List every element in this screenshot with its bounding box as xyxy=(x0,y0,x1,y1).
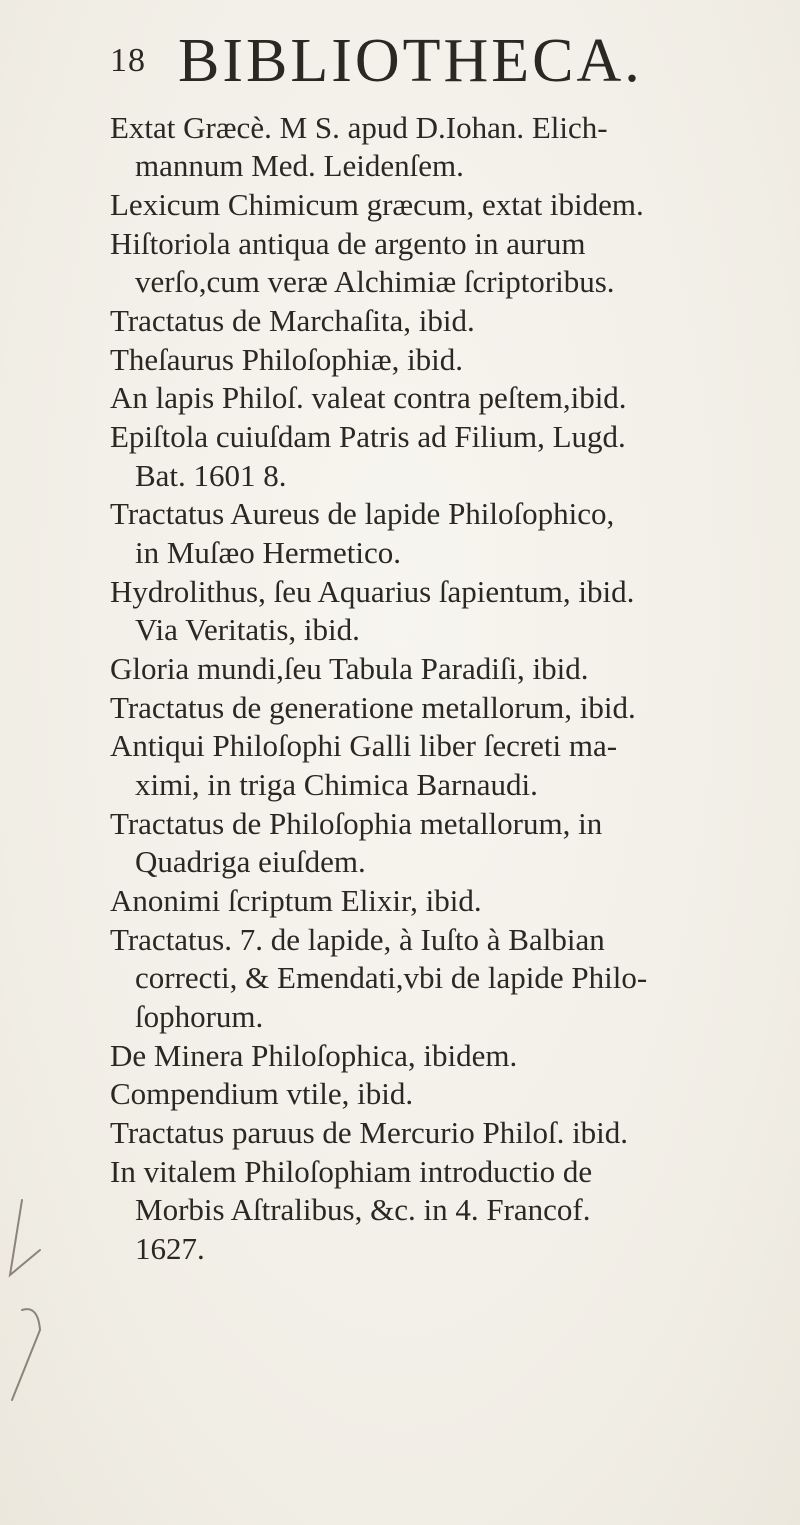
entry-line: mannum Med. Leidenſem. xyxy=(135,148,464,183)
entry-line: Lexicum Chimicum græcum, extat ibidem. xyxy=(110,187,644,222)
entry-line: Tractatus de Marchaſita, ibid. xyxy=(110,303,475,338)
running-title: BIBLIOTHECA. xyxy=(178,27,643,95)
entry-line: De Minera Philoſophica, ibidem. xyxy=(110,1038,518,1073)
entry-line: Gloria mundi,ſeu Tabula Paradiſi, ibid. xyxy=(110,651,589,686)
entry-line: Tractatus Aureus de lapide Philoſophico, xyxy=(110,496,615,531)
entry-line: ſophorum. xyxy=(135,999,264,1034)
entry-line: 1627. xyxy=(135,1231,205,1266)
page-header xyxy=(110,27,710,95)
entry-line: verſo,cum veræ Alchimiæ ſcriptoribus. xyxy=(135,264,615,299)
entry-line: Tractatus. 7. de lapide, à Iuſto à Balbian xyxy=(110,922,605,957)
entry-line: Morbis Aſtralibus, &c. in 4. Francof. xyxy=(135,1192,591,1227)
entry-line: Tractatus de Philoſophia metallorum, in xyxy=(110,806,603,841)
entry-line: Hydrolithus, ſeu Aquarius ſapientum, ibid. xyxy=(110,574,635,609)
entry-line: Via Veritatis, ibid. xyxy=(135,612,360,647)
entry-line: Antiqui Philoſophi Galli liber ſecreti ma- xyxy=(110,728,618,763)
entry-line: Bat. 1601 8. xyxy=(135,458,287,493)
entry-line: Epiſtola cuiuſdam Patris ad Filium, Lugd. xyxy=(110,419,626,454)
entry-line: Quadriga eiuſdem. xyxy=(135,844,366,879)
entry-line: Anonimi ſcriptum Elixir, ibid. xyxy=(110,883,482,918)
entry-line: Theſaurus Philoſophiæ, ibid. xyxy=(110,342,464,377)
entry-line: In vitalem Philoſophiam introductio de xyxy=(110,1154,593,1189)
entry-line: Hiſtoriola antiqua de argento in aurum xyxy=(110,226,586,261)
entry-line: Compendium vtile, ibid. xyxy=(110,1076,414,1111)
entry-line: Tractatus paruus de Mercurio Philoſ. ibid. xyxy=(110,1115,629,1150)
entry-line: Extat Græcè. M S. apud D.Iohan. Elich- xyxy=(110,110,608,145)
entry-line: in Muſæo Hermetico. xyxy=(135,535,402,570)
page-number: 18 xyxy=(110,42,146,79)
entry-line: correcti, & Emendati,vbi de lapide Philo- xyxy=(135,960,648,995)
entry-line: ximi, in triga Chimica Barnaudi. xyxy=(135,767,538,802)
entry-line: An lapis Philoſ. valeat contra peſtem,ibid. xyxy=(110,380,627,415)
entry-line: Tractatus de generatione metallorum, ibid. xyxy=(110,690,636,725)
marginal-handwriting-mark xyxy=(0,1180,60,1430)
